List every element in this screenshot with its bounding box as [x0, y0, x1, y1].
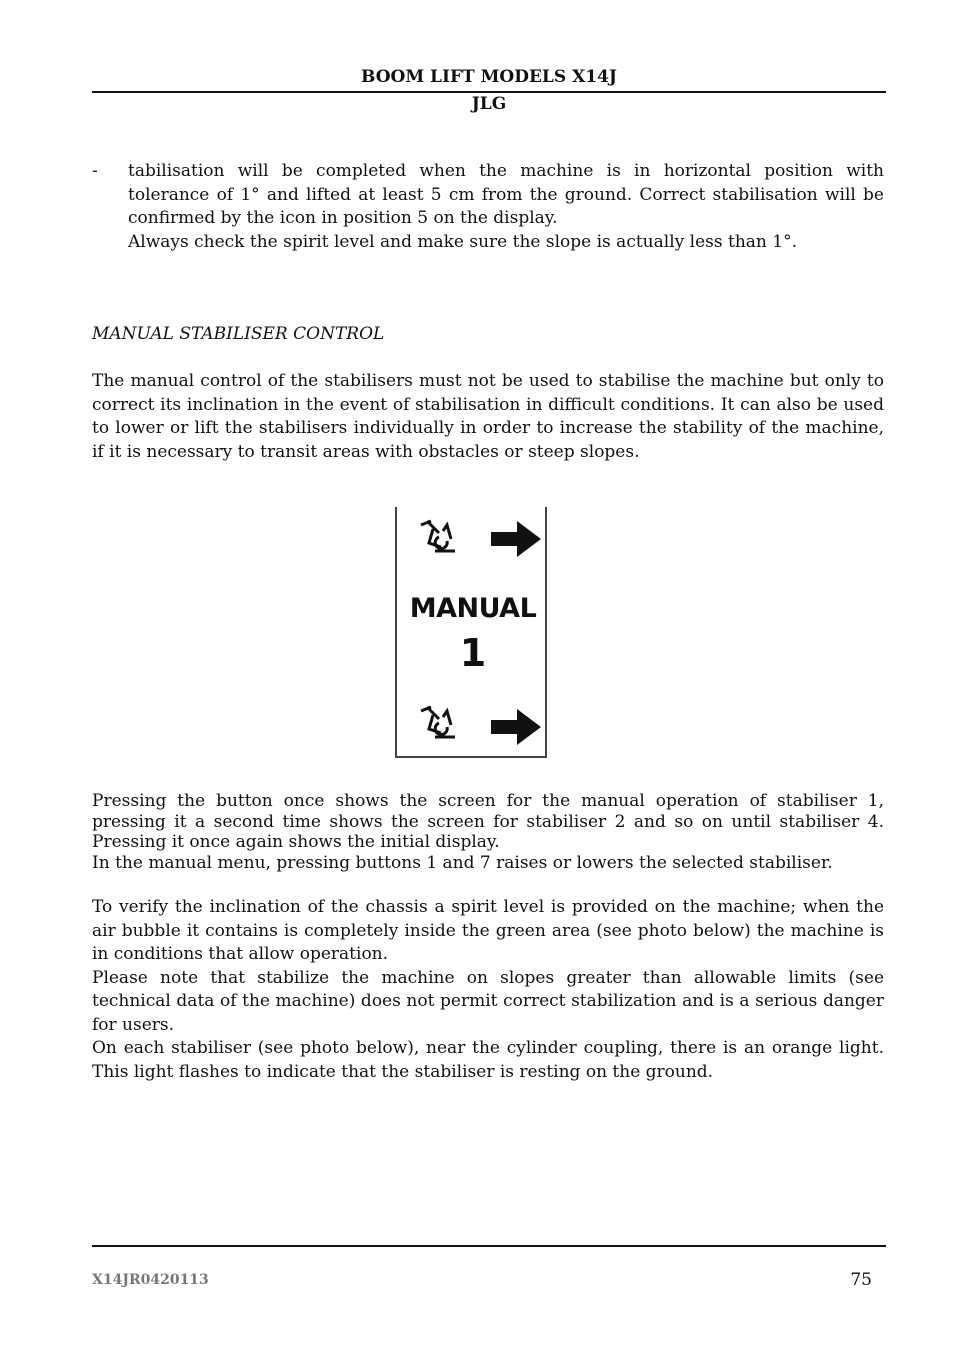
paragraph-text: Please note that stabilize the machine on slopes greater than allowable limits (see technical data of the machine) does not permit correct stabilization and is a serious danger for users.	[92, 967, 884, 1035]
stabilisation-bullet	[128, 160, 884, 254]
page-number: 75	[850, 1270, 872, 1290]
paragraph-text: In the manual menu, pressing buttons 1 and 7 raises or lowers the selected stabiliser.	[92, 852, 833, 873]
stabiliser-icon	[417, 703, 459, 743]
manual-display-figure	[395, 507, 547, 758]
paragraph-text: Pressing the button once shows the screen for the manual operation of stabiliser 1, pressing it a second time shows the screen for stabiliser 2 and so on until stabiliser 4. Pressing it once again shows the initial display.	[92, 791, 884, 852]
stabiliser-number: 1	[459, 631, 487, 675]
arrow-right-icon	[489, 519, 543, 559]
brand-name: JLG	[471, 94, 507, 114]
manual-mode-label: MANUAL	[409, 593, 537, 624]
stabiliser-icon	[417, 517, 459, 557]
document-code: X14JR0420113	[92, 1272, 209, 1288]
bullet-dash: -	[92, 161, 98, 181]
orange-light-paragraph: On each stabiliser (see photo below), near the cylinder coupling, there is an orange light. This light flashes to indicate that the stabiliser is resting on the ground.	[92, 1038, 884, 1082]
arrow-right-icon	[489, 707, 543, 747]
section-title: MANUAL STABILISER CONTROL	[92, 324, 385, 344]
spirit-level-paragraph	[92, 896, 884, 1037]
bullet-line: tabilisation will be completed when the machine is in horizontal position with tolerance of 1° and lifted at least 5 cm from the ground. Correct stabilisation will be confirmed by the icon in position 5 on the display.	[128, 161, 884, 228]
bullet-line: Always check the spirit level and make sure the slope is actually less than 1°.	[128, 231, 797, 252]
footer-divider	[92, 1245, 886, 1247]
pressing-paragraph	[92, 791, 884, 873]
paragraph-text: To verify the inclination of the chassis a spirit level is provided on the machine; when the air bubble it contains is completely inside the green area (see photo below) the machine is in conditions that allow operation.	[92, 897, 884, 964]
intro-paragraph: The manual control of the stabilisers must not be used to stabilise the machine but only to correct its inclination in the event of stabilisation in difficult conditions. It can also be used to lower or lift the stabilisers individually in order to increase the stability of the machine, if it is necessary to transit areas with obstacles or steep slopes.	[92, 371, 884, 462]
document-title: BOOM LIFT MODELS X14J	[361, 67, 617, 87]
